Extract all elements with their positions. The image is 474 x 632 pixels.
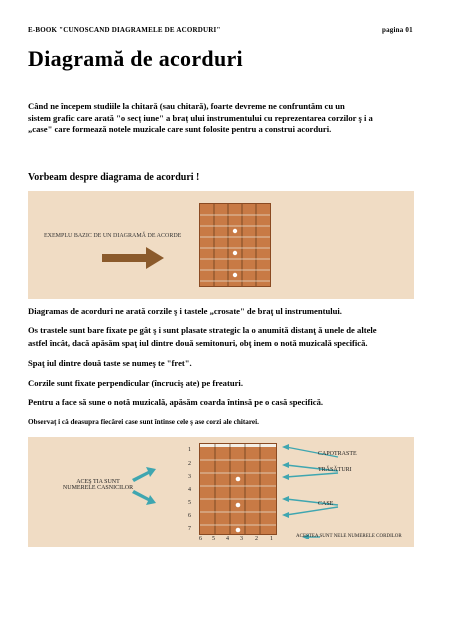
- fret-number-7: 7: [188, 526, 191, 532]
- fret-number-5: 5: [188, 500, 191, 506]
- string-number-6: 6: [199, 536, 202, 542]
- intro-line-1: Când ne începem studiile la chitară (sau chitară), foarte devreme ne confruntăm cu un: [28, 101, 345, 111]
- string-number-5: 5: [212, 536, 215, 542]
- label-case: CASE: [318, 501, 334, 507]
- figure-annotated-fretboard: [28, 437, 414, 547]
- intro-line-3: „case" care formează notele muzicale care sunt folosite pentru a construi acorduri.: [28, 124, 332, 134]
- fretboard-2: [199, 443, 277, 535]
- fret-numbers-caption: ACEŞ TIA SUNT NUMERELE CASNICILOR: [62, 479, 134, 491]
- fret-number-3: 3: [188, 474, 191, 480]
- teal-arrows-left: [130, 465, 158, 509]
- label-capotraste: CAPOTRASTE: [318, 451, 357, 457]
- string-number-1: 1: [270, 536, 273, 542]
- fret-number-2: 2: [188, 461, 191, 467]
- paragraph-6: Observaţ i că deasupra fiecărei case sunt întinse cele ş ase corzi ale chitarei.: [28, 418, 259, 426]
- fret-number-4: 4: [188, 487, 191, 493]
- page-number: pagina 01: [382, 26, 413, 34]
- intro-paragraph: [28, 101, 458, 136]
- figure-basic-chord-diagram: [28, 191, 414, 299]
- paragraph-2b: astfel încât, dacă apăsăm spaţ iul dintre două semitonuri, obţ inem o notă muzicală specifică.: [28, 338, 368, 348]
- string-number-4: 4: [226, 536, 229, 542]
- label-trasaturi: TRĂSĂTURI: [318, 467, 352, 473]
- fretboard-1: [199, 203, 271, 287]
- page-title: Diagramă de acorduri: [28, 46, 243, 71]
- section-subtitle: Vorbeam despre diagrama de acorduri !: [28, 172, 200, 183]
- fret-number-6: 6: [188, 513, 191, 519]
- string-number-3: 3: [240, 536, 243, 542]
- header-title: E-BOOK "CUNOSCAND DIAGRAMELE DE ACORDURI": [28, 26, 221, 34]
- paragraph-3: Spaţ iul dintre două taste se numeş te "fret".: [28, 358, 192, 368]
- teal-arrows-right: [280, 443, 350, 539]
- paragraph-1: Diagramas de acorduri ne arată corzile ş i tastele „crosate" de braţ ul instrumentului.: [28, 306, 342, 316]
- fret-number-1: 1: [188, 447, 191, 453]
- paragraph-2a: Os trastele sunt bare fixate pe gât ş i sunt plasate strategic la o anumită distanţ ă unele de altele: [28, 325, 377, 335]
- intro-line-2: sistem grafic care arată "o secț iune" a braț ului instrumentului cu reprezentarea corzilor ş i a: [28, 112, 373, 123]
- figure1-label: EXEMPLU BAZIC DE UN DIAGRAMĂ DE ACORDE: [44, 233, 182, 239]
- arrow-right-icon: [102, 247, 166, 269]
- string-number-2: 2: [255, 536, 258, 542]
- label-string-numbers: ACESTEA SUNT NELE NUMERELE CORDILOR: [296, 534, 402, 539]
- paragraph-4: Corzile sunt fixate perpendicular (încruciş ate) pe freaturi.: [28, 378, 243, 388]
- paragraph-5: Pentru a face să sune o notă muzicală, apăsăm coarda întinsă pe o casă specifică.: [28, 397, 324, 407]
